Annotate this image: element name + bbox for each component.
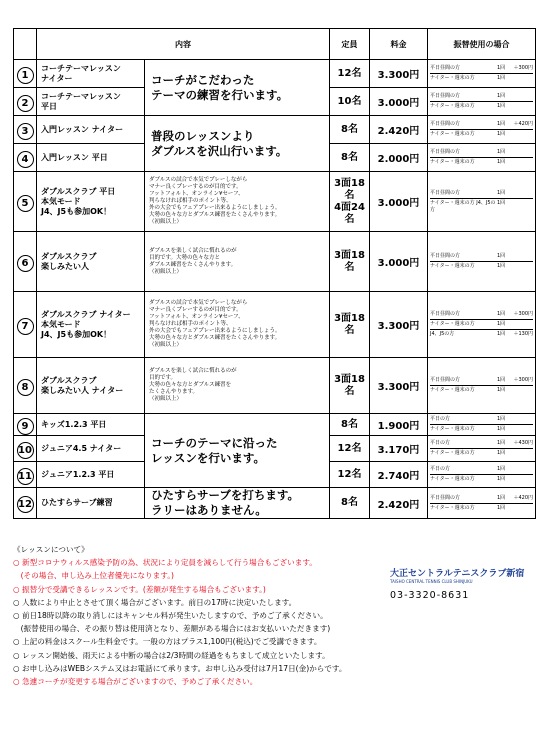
transfer-cell: ナイター・週末の方	[430, 476, 475, 482]
row-number: 5	[17, 195, 34, 212]
transfer-cell: ＋130円	[513, 331, 533, 337]
transfer-cell	[511, 131, 533, 138]
lesson-name: 入門レッスン 平日	[37, 144, 145, 172]
lesson-name: キッズ1.2.3 平日	[37, 414, 145, 436]
row-number: 2	[17, 95, 34, 112]
transfer-info	[428, 88, 536, 116]
transfer-cell	[511, 476, 533, 483]
transfer-info	[428, 436, 536, 462]
lesson-name: ダブルスクラブ 平日 本気モード J4、J5も参加OK！	[37, 172, 145, 232]
table-row	[14, 292, 536, 358]
table-row	[14, 172, 536, 232]
lesson-description: コーチのテーマに沿った レッスンを行います。	[145, 414, 330, 488]
capacity: 3面18名	[330, 232, 370, 292]
capacity: 3面18名	[330, 358, 370, 414]
transfer-line	[430, 494, 533, 504]
transfer-cell: 1回	[497, 263, 506, 269]
transfer-info	[428, 144, 536, 172]
transfer-cell: 平日昼間の方	[430, 494, 461, 501]
transfer-cell	[511, 426, 533, 433]
transfer-cell: 平日昼間の方	[430, 377, 461, 383]
row-number: 11	[17, 468, 34, 485]
transfer-cell: 1回	[497, 440, 506, 446]
transfer-line	[430, 310, 533, 320]
transfer-cell: 平日昼間の方	[430, 149, 461, 155]
row-number: 9	[17, 418, 34, 435]
transfer-cell: 1回	[497, 311, 506, 317]
capacity: 12名	[330, 436, 370, 462]
lesson-description: コーチがこだわった テーマの練習を行います。	[145, 60, 330, 116]
note-line: ○ 振替分で受講できるレッスンです。(差額が発生する場合もございます。)	[13, 584, 266, 594]
transfer-cell	[511, 200, 533, 214]
transfer-cell: 1回	[497, 331, 506, 337]
transfer-cell: ナイター・週末の方	[430, 131, 475, 137]
transfer-info	[428, 292, 536, 358]
transfer-cell: 1回	[497, 494, 506, 501]
transfer-line	[430, 158, 533, 167]
transfer-cell: 1回	[497, 103, 506, 109]
row-number: 12	[17, 496, 34, 513]
transfer-cell: ＋300円	[513, 311, 533, 317]
fee: 2.740円	[370, 462, 428, 488]
transfer-cell: 平日昼間の方	[430, 253, 461, 259]
transfer-cell: 1回	[497, 253, 506, 259]
fee: 3.170円	[370, 436, 428, 462]
transfer-line	[430, 425, 533, 434]
transfer-cell: 1回	[497, 466, 506, 472]
transfer-cell: ナイター・週末の方	[430, 159, 475, 165]
transfer-cell: ナイター・週末の方	[430, 387, 475, 393]
transfer-info	[428, 488, 536, 519]
transfer-cell	[511, 93, 533, 100]
transfer-cell: ナイター・週末の方	[430, 103, 475, 109]
lesson-description: ダブルスの試合で本気でプレーしながら マナー良くプレーするのが目的です。 フットフォルト、オンライン¥セーフ、 判らなければ相手のポイント等、 外の大会でもフェアプレー出来るようにしましょう。 大勢の色々な方とダブルス練習をたくさんやります。 （初級以上）	[145, 292, 330, 358]
fee: 2.000円	[370, 144, 428, 172]
transfer-cell: 1回	[497, 450, 506, 456]
transfer-cell: 1回	[497, 321, 506, 327]
lesson-name: ジュニア4.5 ナイター	[37, 436, 145, 462]
transfer-cell: 平日昼間の方	[430, 311, 461, 317]
transfer-line	[430, 262, 533, 271]
transfer-cell: 1回	[497, 387, 506, 393]
transfer-cell: 1回	[497, 93, 506, 99]
header-fee: 料金	[370, 29, 428, 60]
table-row	[14, 488, 536, 519]
capacity: 3面18名	[330, 292, 370, 358]
header-capacity: 定員	[330, 29, 370, 60]
transfer-line	[430, 120, 533, 130]
row-number: 8	[17, 379, 34, 396]
transfer-cell: 1回	[497, 416, 506, 422]
transfer-cell: 平日の方	[430, 466, 451, 472]
table-row	[14, 60, 536, 88]
transfer-line	[430, 74, 533, 83]
note-line: (その場合、申し込み上位者優先になります。)	[13, 571, 174, 581]
transfer-line	[430, 475, 533, 484]
note-line: ○ レッスン開始後、雨天による中断の場合は2/3時間の経過をもちまして成立といたします。	[13, 650, 330, 660]
lesson-name: ダブルスクラブ 楽しみたい人 ナイター	[37, 358, 145, 414]
transfer-cell: 1回	[497, 377, 506, 383]
transfer-line	[430, 252, 533, 262]
fee: 3.000円	[370, 232, 428, 292]
transfer-line	[430, 449, 533, 458]
transfer-cell: ナイター・週末の方	[430, 426, 475, 432]
row-number: 1	[17, 67, 34, 84]
transfer-cell: 1回	[497, 75, 506, 81]
fee: 3.300円	[370, 358, 428, 414]
transfer-line	[430, 320, 533, 330]
capacity: 12名	[330, 462, 370, 488]
transfer-cell: 1回	[497, 426, 506, 432]
transfer-cell: J4、J5の方	[430, 331, 455, 337]
transfer-line	[430, 330, 533, 339]
transfer-cell: 平日の方	[430, 440, 451, 446]
transfer-info	[428, 116, 536, 144]
transfer-cell: ナイター・週末の方 J4、J5の方	[430, 199, 496, 213]
capacity: 8名	[330, 414, 370, 436]
transfer-cell: 平日昼間の方	[430, 121, 461, 127]
transfer-cell	[511, 450, 533, 457]
row-number: 6	[17, 255, 34, 272]
transfer-cell: 平日昼間の方	[430, 93, 461, 99]
transfer-info	[428, 60, 536, 88]
transfer-cell: ナイター・週末の方	[430, 321, 475, 327]
transfer-cell	[511, 505, 533, 512]
row-number: 10	[17, 442, 34, 459]
capacity: 8名	[330, 488, 370, 519]
club-name: 大正セントラルテニスクラブ新宿	[390, 569, 525, 579]
transfer-line	[430, 439, 533, 449]
transfer-cell	[511, 466, 533, 473]
transfer-line	[430, 504, 533, 513]
lesson-description: ダブルスを楽しく試合に慣れるのが 目的です。 大勢の色々な方とダブルス練習を たくさんやります。 （初級以上）	[145, 358, 330, 414]
transfer-cell: ＋300円	[513, 65, 533, 71]
transfer-cell	[511, 416, 533, 423]
transfer-line	[430, 102, 533, 111]
transfer-cell: ＋420円	[513, 494, 533, 501]
transfer-cell: 1回	[497, 504, 506, 511]
club-phone: 03-3320-8631	[390, 590, 470, 601]
row-number: 7	[17, 318, 34, 335]
transfer-cell: 1回	[497, 65, 506, 71]
transfer-cell	[511, 103, 533, 110]
capacity: 8名	[330, 144, 370, 172]
fee: 3.300円	[370, 292, 428, 358]
transfer-cell: 1回	[497, 199, 506, 206]
transfer-cell	[511, 149, 533, 156]
fee: 2.420円	[370, 116, 428, 144]
transfer-cell: ナイター・週末の方	[430, 450, 475, 456]
lesson-notes	[13, 543, 383, 688]
transfer-line	[430, 199, 533, 215]
transfer-line	[430, 148, 533, 158]
transfer-cell: ナイター・週末の方	[430, 75, 475, 81]
transfer-cell: 1回	[497, 131, 506, 137]
transfer-cell: 1回	[497, 149, 506, 155]
fee: 3.000円	[370, 88, 428, 116]
capacity: 12名	[330, 60, 370, 88]
capacity: 3面18名 4面24名	[330, 172, 370, 232]
transfer-info	[428, 414, 536, 436]
transfer-line	[430, 465, 533, 475]
transfer-cell: 1回	[497, 159, 506, 165]
transfer-cell: 1回	[497, 476, 506, 482]
note-line: ○ 前日18時以降の取り消しにはキャンセル料が発生いたしますので、予めご了承ください。	[13, 611, 328, 621]
row-number: 4	[17, 151, 34, 168]
transfer-cell: ＋300円	[513, 377, 533, 383]
table-header	[14, 29, 536, 60]
transfer-line	[430, 386, 533, 395]
transfer-cell	[511, 321, 533, 328]
note-line: ○ 急遽コーチが変更する場合がございますので、予めご了承ください。	[13, 677, 258, 687]
transfer-cell: 1回	[497, 189, 506, 196]
fee: 3.000円	[370, 172, 428, 232]
transfer-line	[430, 376, 533, 386]
lesson-name: 入門レッスン ナイター	[37, 116, 145, 144]
fee: 3.300円	[370, 60, 428, 88]
lesson-description: ひたすらサーブを打ちます。 ラリーはありません。	[145, 488, 330, 519]
transfer-line	[430, 415, 533, 425]
transfer-info	[428, 462, 536, 488]
table-row	[14, 414, 536, 436]
header-transfer: 振替使用の場合	[428, 29, 536, 60]
lesson-name: ダブルスクラブ ナイター 本気モード J4、J5も参加OK！	[37, 292, 145, 358]
lesson-name: ひたすらサーブ練習	[37, 488, 145, 519]
transfer-cell	[511, 75, 533, 82]
fee: 2.420円	[370, 488, 428, 519]
capacity: 10名	[330, 88, 370, 116]
transfer-cell	[511, 387, 533, 394]
transfer-cell: 平日昼間の方	[430, 189, 461, 196]
club-name-en: TAISHO CENTRAL TENNIS CLUB SHINJUKU	[390, 579, 473, 584]
note-line: ○ 上記の料金はスクール生料金です。一般の方はプラス1,100円(税込)でご受講できます。	[13, 637, 322, 647]
transfer-cell: 1回	[497, 121, 506, 127]
header-content: 内容	[37, 29, 330, 60]
transfer-cell: ナイター・週末の方	[430, 504, 475, 511]
transfer-line	[430, 92, 533, 102]
transfer-cell	[511, 159, 533, 166]
transfer-cell: ＋420円	[513, 121, 533, 127]
lesson-description: ダブルスの試合で本気でプレーしながら マナー良くプレーするのが目的です。 フットフォルト、オンライン¥セーフ、 判らなければ相手のポイント等、 外の大会でもフェアプレー出来るようにしましょう。 大勢の色々な方とダブルス練習をたくさんやります。 （初級以上）	[145, 172, 330, 232]
transfer-cell	[511, 253, 533, 260]
table-row	[14, 232, 536, 292]
transfer-cell: ナイター・週末の方	[430, 263, 475, 269]
transfer-cell	[511, 190, 533, 197]
lesson-name: コーチテーマレッスン 平日	[37, 88, 145, 116]
lesson-table	[13, 28, 536, 519]
lesson-name: ダブルスクラブ 楽しみたい人	[37, 232, 145, 292]
note-line: (振替使用の場合、その振り替は使用済となり、差額がある場合にはお支払いいただきます)	[13, 624, 331, 634]
fee: 1.900円	[370, 414, 428, 436]
club-logo	[390, 566, 540, 601]
note-line: ○ お申し込みはWEBシステム又はお電話にて承ります。お申し込み受付は7月17日(金)からです。	[13, 663, 347, 673]
transfer-line	[430, 64, 533, 74]
transfer-cell: 平日昼間の方	[430, 65, 461, 71]
transfer-info	[428, 358, 536, 414]
transfer-cell: 平日の方	[430, 416, 451, 422]
table-row	[14, 358, 536, 414]
notes-heading: 《レッスンについて》	[13, 545, 89, 554]
note-line: ○ 人数により中止とさせて頂く場合がございます。前日の17時に決定いたします。	[13, 597, 297, 607]
table-row	[14, 116, 536, 144]
transfer-cell	[511, 263, 533, 270]
transfer-line	[430, 130, 533, 139]
transfer-info	[428, 232, 536, 292]
transfer-line	[430, 189, 533, 199]
capacity: 8名	[330, 116, 370, 144]
transfer-info	[428, 172, 536, 232]
transfer-cell: ＋430円	[513, 440, 533, 446]
row-number: 3	[17, 123, 34, 140]
lesson-name: ジュニア1.2.3 平日	[37, 462, 145, 488]
lesson-name: コーチテーマレッスン ナイター	[37, 60, 145, 88]
lesson-description: ダブルスを楽しく試合に慣れるのが 目的です。大勢の色々な方と ダブルス練習をたくさんやります。 （初級以上）	[145, 232, 330, 292]
note-line: ○ 新型コロナウィルス感染予防の為、状況により定員を減らして行う場合もございます。	[13, 558, 317, 568]
lesson-description: 普段のレッスンより ダブルスを沢山行います。	[145, 116, 330, 172]
